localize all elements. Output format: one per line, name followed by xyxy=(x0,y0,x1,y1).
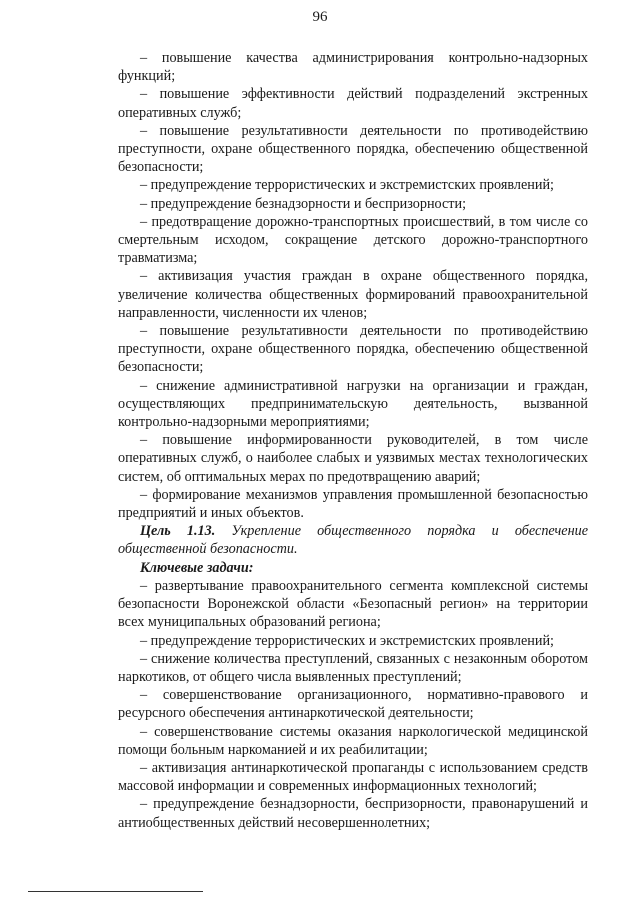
list-item: – предотвращение дорожно-транспортных происшествий, в том числе со смертельным исходом, сокращение детского дорожно-транспортного травматизма; xyxy=(118,213,588,267)
list-item: – снижение количества преступлений, связанных с незаконным оборотом наркотиков, от общего числа выявленных преступлений; xyxy=(118,650,588,685)
footnote-divider xyxy=(28,891,203,892)
document-body xyxy=(118,49,588,832)
list-item: – активизация антинаркотической пропаганды с использованием средств массовой информации и современных информационных технологий; xyxy=(118,759,588,795)
list-item: – снижение административной нагрузки на организации и граждан, осуществляющих предпринимательскую деятельность, вызванной контрольно-надзорными мероприятиями; xyxy=(118,377,588,431)
list-item: – повышение результативности деятельности по противодействию преступности, охране общественного порядка, обеспечению общественной безопасности; xyxy=(118,323,588,376)
list-item: – формирование механизмов управления промышленной безопасностью предприятий и иных объектов. xyxy=(118,486,588,522)
page-number: 96 xyxy=(312,9,328,25)
key-tasks-heading: Ключевые задачи: xyxy=(140,559,254,576)
list-item: – совершенствование системы оказания наркологической медицинской помощи больным наркоманией и их реабилитации; xyxy=(118,723,588,758)
list-item: – предупреждение безнадзорности, беспризорности, правонарушений и антиобщественных действий несовершеннолетних; xyxy=(118,796,588,831)
list-item: – предупреждение безнадзорности и беспризорности; xyxy=(140,195,467,212)
list-item: – совершенствование организационного, нормативно-правового и ресурсного обеспечения антинаркотической деятельности; xyxy=(118,687,588,722)
list-item: – развертывание правоохранительного сегмента комплексной системы безопасности Воронежской области «Безопасный регион» на территории всех муниципальных образований региона; xyxy=(118,577,588,631)
list-item: – повышение эффективности действий подразделений экстренных оперативных служб; xyxy=(118,86,588,121)
list-item: – предупреждение террористических и экстремистских проявлений; xyxy=(140,177,554,194)
goal-label: Цель 1.13. xyxy=(140,523,216,540)
goal-heading xyxy=(118,522,588,558)
list-item: – повышение информированности руководителей, в том числе оперативных служб, о наиболее слабых и уязвимых местах технологических систем, об оптимальных мерах по предотвращению аварий; xyxy=(118,432,588,485)
list-item: – повышение качества администрирования контрольно-надзорных функций; xyxy=(118,50,588,85)
list-item: – повышение результативности деятельности по противодействию преступности, охране общественного порядка, обеспечению общественной безопасности; xyxy=(118,122,588,176)
list-item: – активизация участия граждан в охране общественного порядка, увеличение количества общественных формирований правоохранительной направленности, численности их членов; xyxy=(118,268,588,321)
goal-text: Укрепление общественного порядка и обеспечение общественной безопасности. xyxy=(118,523,589,558)
list-item: – предупреждение террористических и экстремистских проявлений; xyxy=(140,632,554,649)
